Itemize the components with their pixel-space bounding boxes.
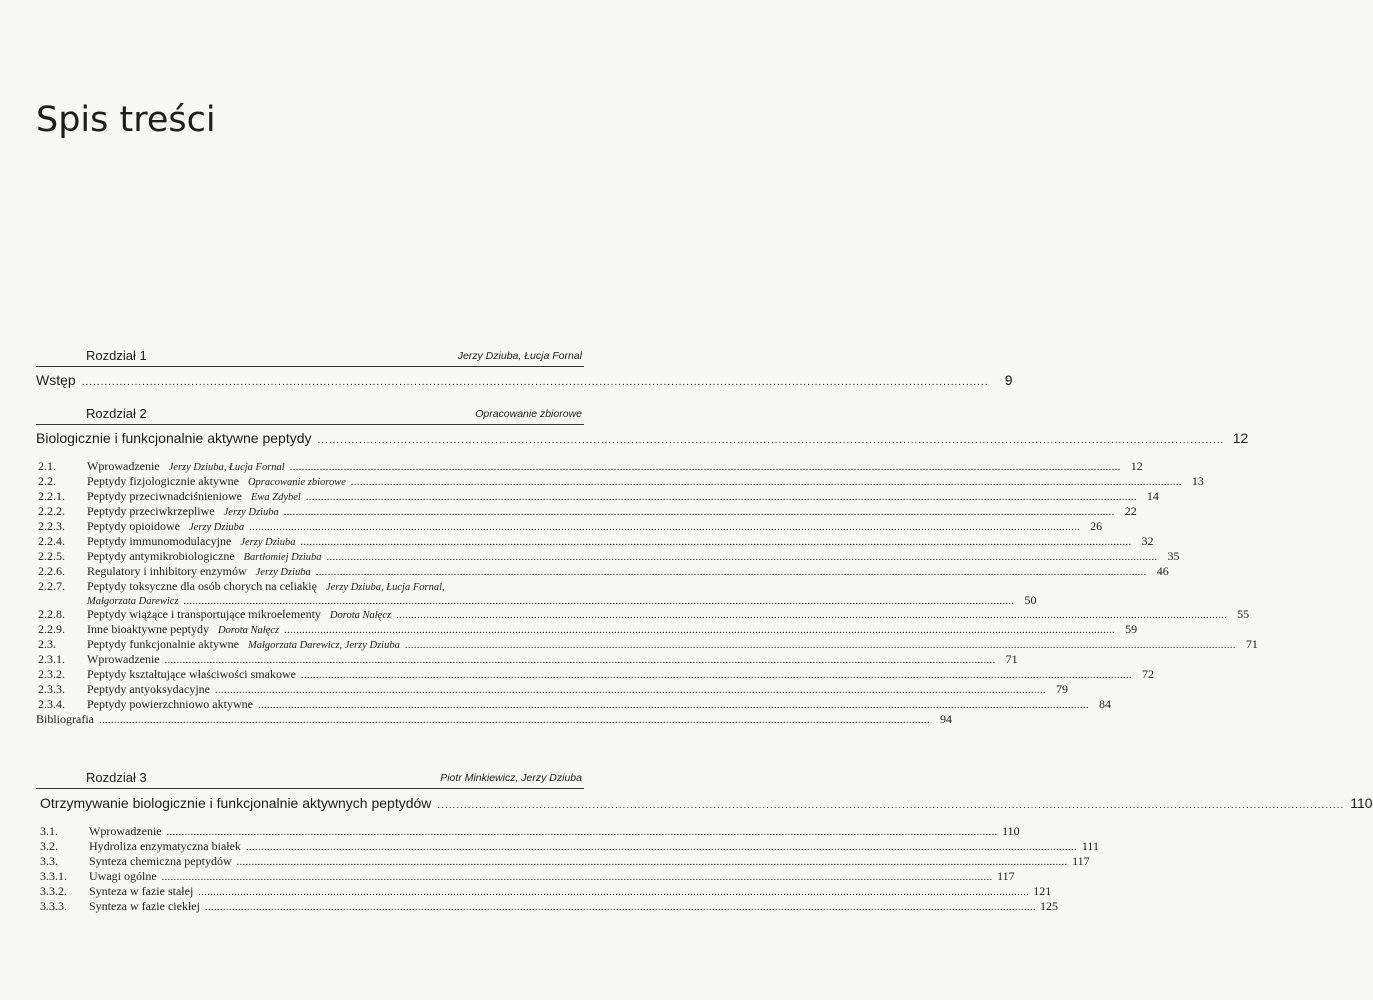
section-title: Hydroliza enzymatyczna białek — [89, 839, 241, 853]
section-author: Jerzy Dziuba — [240, 537, 296, 548]
bibliography-row[interactable] — [36, 712, 952, 727]
page-number: 46 — [1156, 564, 1169, 578]
dot-leader — [284, 505, 1115, 520]
list-item[interactable] — [38, 697, 1111, 712]
page-number: 71 — [1245, 637, 1258, 651]
section-number: 2.2.3. — [38, 519, 65, 533]
page-number: 84 — [1098, 697, 1111, 711]
dot-leader — [301, 668, 1132, 683]
dot-leader — [249, 520, 1080, 535]
section-author: Jerzy Dziuba — [223, 507, 279, 518]
page-number: 72 — [1141, 667, 1154, 681]
section-author: Jerzy Dziuba — [189, 522, 245, 533]
section-title: Synteza w fazie stałej — [89, 884, 194, 898]
section-title: Synteza w fazie ciekłej — [89, 899, 200, 913]
list-item[interactable] — [38, 607, 1250, 622]
chapter-1-title-row[interactable] — [36, 372, 1013, 388]
section-number: 3.3.2. — [40, 884, 67, 898]
dot-leader — [167, 825, 998, 840]
page-number: 13 — [1191, 474, 1204, 488]
page-number: 12 — [1130, 459, 1143, 473]
section-title: Peptydy powierzchniowo aktywne — [87, 697, 253, 711]
dot-leader — [215, 683, 1046, 698]
chapter-2-title-row[interactable] — [36, 430, 1249, 446]
page-number: 94 — [939, 712, 952, 726]
list-item[interactable] — [38, 564, 1169, 579]
section-title: Peptydy toksyczne dla osób chorych na celiakię — [87, 579, 317, 593]
dot-leader — [165, 653, 996, 668]
dot-leader — [437, 800, 1344, 811]
page-number: 9 — [1004, 372, 1013, 388]
page-number: 71 — [1005, 652, 1018, 666]
list-item[interactable] — [40, 884, 1052, 899]
section-title: Uwagi ogólne — [89, 869, 157, 883]
section-title: Wprowadzenie — [87, 459, 160, 473]
page-number: 110 — [1002, 824, 1020, 838]
page-number: 110 — [1350, 795, 1373, 811]
dot-leader — [327, 550, 1158, 565]
section-author: Jerzy Dziuba, Łucja Fornal, — [325, 582, 445, 593]
section-number: 2.2.9. — [38, 622, 65, 636]
section-number: 2.2.2. — [38, 504, 65, 518]
section-number: 2.2.1. — [38, 489, 65, 503]
dot-leader — [405, 638, 1236, 653]
section-title: Peptydy przeciwnadciśnieniowe — [87, 489, 242, 503]
section-title: Peptydy opioidowe — [87, 519, 180, 533]
chapter-title: Wstęp — [36, 372, 76, 388]
section-number: 2.3.4. — [38, 697, 65, 711]
section-author: Bartłomiej Dziuba — [243, 552, 322, 563]
section-title: Peptydy wiążące i transportujące mikroelementy — [87, 607, 321, 621]
list-item[interactable] — [38, 682, 1068, 697]
dot-leader — [351, 475, 1182, 490]
chapter-3-title-row[interactable] — [40, 795, 1373, 811]
chapter-label: Rozdział 1 — [86, 348, 147, 363]
page-number: 79 — [1055, 682, 1068, 696]
chapter-authors: Jerzy Dziuba, Łucja Fornal — [457, 350, 582, 362]
page-number: 121 — [1033, 884, 1052, 898]
list-item[interactable] — [38, 519, 1103, 534]
section-number: 3.3. — [40, 854, 58, 868]
page-number: 12 — [1232, 430, 1249, 446]
page-number: 26 — [1090, 519, 1103, 533]
section-number: 2.2.6. — [38, 564, 65, 578]
page-number: 14 — [1146, 489, 1159, 503]
section-title: Synteza chemiczna peptydów — [89, 854, 232, 868]
list-item[interactable] — [38, 474, 1204, 489]
list-item[interactable] — [38, 459, 1143, 474]
dot-leader — [205, 900, 1036, 915]
page-number: 55 — [1237, 607, 1250, 621]
section-title: Peptydy funkcjonalnie aktywne — [87, 637, 239, 651]
chapter-2-header — [36, 404, 584, 425]
section-title: Peptydy fizjologicznie aktywne — [87, 474, 239, 488]
section-number: 3.3.3. — [40, 899, 67, 913]
dot-leader — [396, 608, 1227, 623]
section-number: 2.2.4. — [38, 534, 65, 548]
section-author: Dorota Nałęcz — [217, 625, 280, 636]
list-item[interactable] — [38, 637, 1258, 652]
dot-leader — [318, 435, 1225, 446]
list-item[interactable] — [38, 534, 1154, 549]
chapter-authors: Opracowanie zbiorowe — [475, 408, 582, 420]
dot-leader — [290, 460, 1121, 475]
chapter-1-header — [36, 346, 584, 367]
chapter-label: Rozdział 3 — [86, 770, 147, 785]
dot-leader — [306, 490, 1137, 505]
section-title: Inne bioaktywne peptydy — [87, 622, 209, 636]
section-author: Dorota Nałęcz — [329, 610, 392, 621]
dot-leader — [258, 698, 1089, 713]
dot-leader — [316, 565, 1147, 580]
list-item[interactable] — [38, 489, 1159, 504]
section-number: 2.3.3. — [38, 682, 65, 696]
chapter-title: Otrzymywanie biologicznie i funkcjonalnie aktywnych peptydów — [40, 795, 432, 811]
section-number: 2.3.1. — [38, 652, 65, 666]
list-item[interactable] — [38, 652, 1018, 667]
list-item[interactable] — [40, 824, 1020, 839]
section-title: Wprowadzenie — [89, 824, 162, 838]
section-number: 2.2. — [38, 474, 56, 488]
section-title: Wprowadzenie — [87, 652, 160, 666]
page-number: 22 — [1124, 504, 1137, 518]
section-number: 3.1. — [40, 824, 58, 838]
page-title: Spis treści — [36, 100, 216, 140]
section-title: Peptydy przeciwkrzepliwe — [87, 504, 215, 518]
section-number: 3.2. — [40, 839, 58, 853]
section-author: Ewa Zdybel — [250, 492, 301, 503]
page-number: 50 — [1024, 593, 1037, 607]
section-title: Peptydy kształtujące właściwości smakowe — [87, 667, 296, 681]
section-title: Peptydy antymikrobiologiczne — [87, 549, 235, 563]
dot-leader — [82, 377, 989, 388]
dot-leader — [198, 885, 1029, 900]
dot-leader — [237, 855, 1068, 870]
list-item[interactable] — [38, 549, 1180, 564]
page-number: 59 — [1125, 622, 1138, 636]
section-author: Opracowanie zbiorowe — [247, 477, 346, 488]
bibliography-label: Bibliografia — [36, 712, 94, 726]
page-number: 117 — [1072, 854, 1090, 868]
list-item[interactable] — [38, 504, 1137, 519]
list-item[interactable] — [38, 667, 1154, 682]
page-number: 35 — [1167, 549, 1180, 563]
section-author: Jerzy Dziuba — [255, 567, 311, 578]
chapter-label: Rozdział 2 — [86, 406, 147, 421]
section-title: Peptydy immunomodulacyjne — [87, 534, 232, 548]
page-number: 125 — [1039, 899, 1058, 913]
chapter-2-entries — [36, 459, 1258, 727]
section-number: 2.2.5. — [38, 549, 65, 563]
list-item[interactable] — [40, 839, 1099, 854]
section-number: 2.3.2. — [38, 667, 65, 681]
list-item[interactable] — [40, 854, 1090, 869]
chapter-3-header — [36, 768, 584, 789]
section-number: 2.3. — [38, 637, 56, 651]
dot-leader — [162, 870, 993, 885]
page-number: 117 — [997, 869, 1015, 883]
section-author-continued: Małgorzata Darewicz — [87, 596, 179, 607]
dot-leader — [99, 713, 930, 728]
chapter-authors: Piotr Minkiewicz, Jerzy Dziuba — [440, 772, 582, 784]
section-title: Regulatory i inhibitory enzymów — [87, 564, 247, 578]
section-number: 2.2.7. — [38, 579, 65, 593]
dot-leader — [300, 535, 1131, 550]
section-author: Jerzy Dziuba, Łucja Fornal — [168, 462, 285, 473]
chapter-title: Biologicznie i funkcjonalnie aktywne peptydy — [36, 430, 312, 446]
section-number: 3.3.1. — [40, 869, 67, 883]
page-number: 111 — [1081, 839, 1099, 853]
list-item[interactable] — [38, 622, 1138, 637]
list-item[interactable] — [38, 579, 1037, 607]
section-number: 2.1. — [38, 459, 56, 473]
section-author: Małgorzata Darewicz, Jerzy Dziuba — [247, 640, 400, 651]
list-item[interactable] — [40, 899, 1058, 914]
dot-leader — [246, 840, 1077, 855]
list-item[interactable] — [40, 869, 1015, 884]
section-title: Peptydy antyoksydacyjne — [87, 682, 210, 696]
section-number: 2.2.8. — [38, 607, 65, 621]
page-number: 32 — [1141, 534, 1154, 548]
chapter-3-entries — [40, 824, 1099, 914]
dot-leader — [284, 623, 1115, 638]
